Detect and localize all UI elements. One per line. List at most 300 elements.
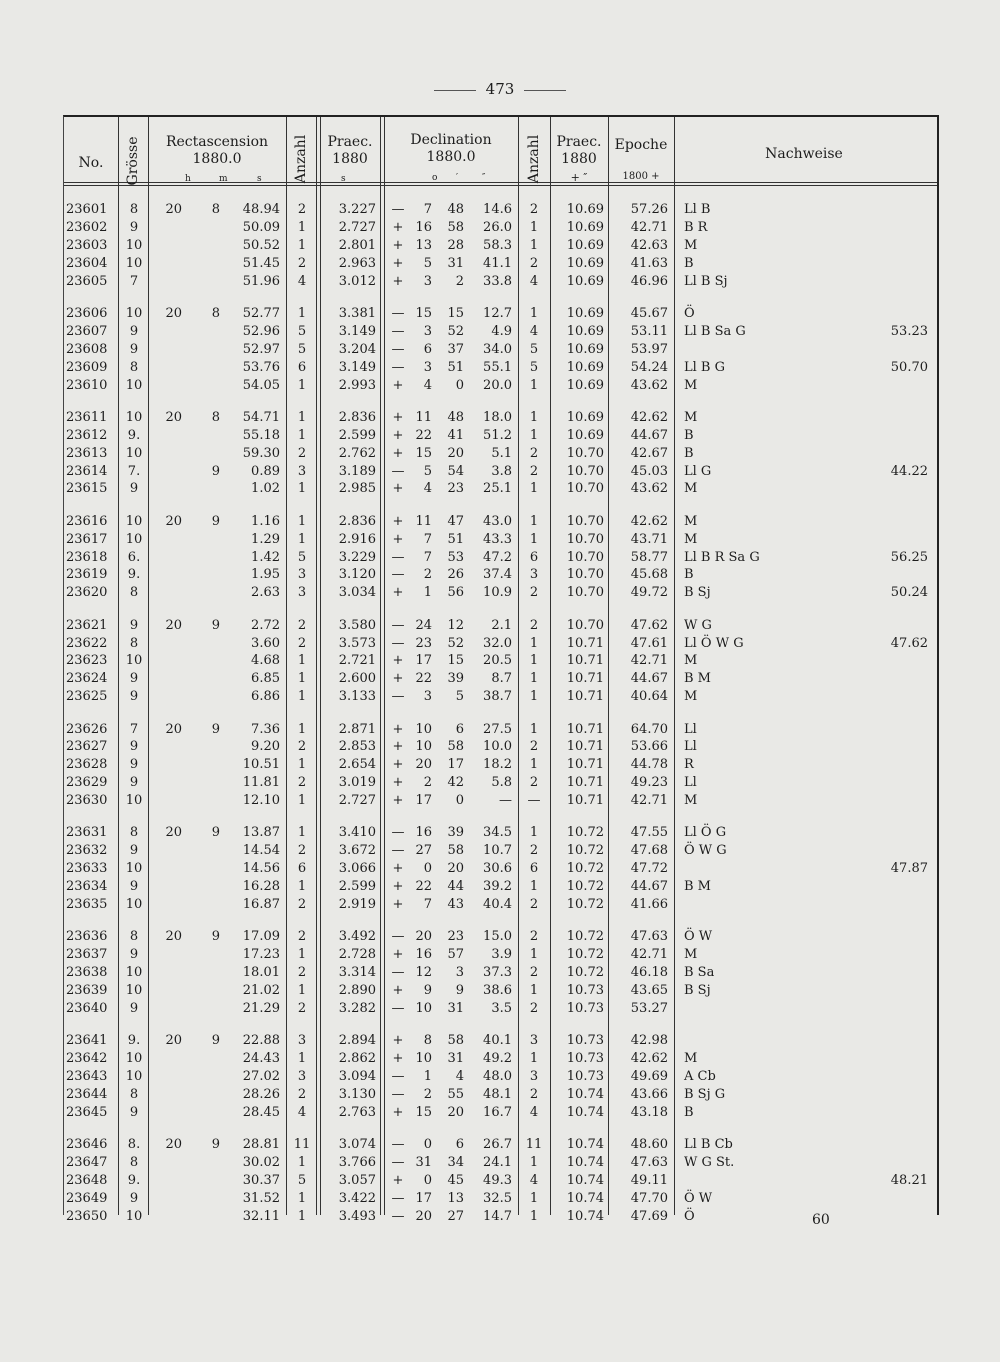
cell-sg: — — [391, 202, 405, 217]
cell-nw: Ö — [684, 1208, 695, 1224]
cell-gr: 10 — [125, 861, 143, 877]
cell-no: 23633 — [66, 861, 108, 877]
cell-no: 23609 — [66, 359, 108, 375]
cell-no: 23639 — [66, 983, 108, 998]
cell-h: 20 — [165, 1137, 182, 1153]
cell-gr: 9 — [129, 1190, 139, 1206]
col-divider — [518, 117, 519, 1215]
cell-no: 23647 — [66, 1155, 108, 1170]
cell-gr: 8 — [129, 359, 139, 375]
header-ra-unit-s: s — [257, 174, 262, 184]
header-praec-dec-year: 1880 — [561, 151, 597, 167]
cell-s: 3.60 — [251, 635, 280, 651]
cell-h: 20 — [165, 825, 182, 841]
cell-s: 7.36 — [251, 721, 280, 737]
cell-pra: 3.422 — [338, 1190, 376, 1206]
cell-s: 1.16 — [251, 513, 280, 529]
cell-n1: 1 — [297, 305, 307, 321]
cell-pra: 2.728 — [338, 947, 376, 963]
cell-ep: 47.63 — [630, 929, 668, 945]
cell-gr: 8. — [127, 1137, 141, 1153]
cell-no: 23607 — [66, 323, 108, 339]
cell-m: 9 — [211, 1137, 220, 1153]
cell-h: 20 — [165, 409, 182, 425]
cell-sg: + — [392, 255, 404, 271]
cell-dm: 27 — [447, 1208, 464, 1224]
cell-prd: 10.71 — [566, 671, 604, 687]
cell-nw: Ll B G — [684, 359, 725, 375]
cell-ds: 5.1 — [491, 445, 512, 461]
cell-ds: 51.2 — [483, 427, 512, 443]
cell-gr: 9 — [129, 323, 139, 339]
cell-nw: Ö — [684, 305, 695, 321]
cell-dm: 6 — [455, 721, 464, 737]
cell-dd: 12 — [415, 965, 432, 981]
cell-sg: + — [392, 237, 404, 253]
star-catalogue-table — [63, 115, 939, 1224]
cell-n1: 1 — [297, 513, 307, 529]
cell-nw: M — [684, 409, 698, 425]
cell-dm: 53 — [447, 549, 464, 565]
cell-prd: 10.69 — [566, 323, 604, 339]
cell-ep: 42.62 — [630, 1051, 668, 1067]
cell-sg: + — [392, 879, 404, 895]
cell-dm: 31 — [447, 1051, 464, 1067]
cell-s: 11.81 — [242, 775, 280, 791]
cell-sg: + — [392, 739, 404, 755]
cell-ep: 42.63 — [630, 237, 668, 253]
cell-nw: Ll Ö W G — [684, 635, 744, 651]
cell-n2: 2 — [529, 739, 539, 755]
cell-n1: 6 — [297, 359, 307, 375]
cell-dm: 15 — [447, 305, 464, 321]
cell-ds: 41.1 — [483, 255, 512, 271]
cell-ep: 43.66 — [630, 1086, 668, 1102]
cell-dd: 2 — [423, 1086, 432, 1102]
cell-pra: 3.074 — [338, 1137, 376, 1153]
cell-extra: 50.70 — [890, 359, 928, 375]
cell-pra: 2.894 — [338, 1033, 376, 1049]
cell-n1: 3 — [297, 567, 307, 583]
cell-n1: 11 — [293, 1137, 311, 1153]
cell-n1: 1 — [297, 825, 307, 841]
cell-pra: 2.599 — [338, 879, 376, 895]
cell-prd: 10.70 — [566, 463, 604, 479]
cell-s: 16.87 — [242, 897, 280, 912]
cell-dd: 16 — [415, 825, 432, 841]
cell-ep: 49.11 — [630, 1172, 668, 1188]
cell-ds: 40.4 — [483, 897, 512, 912]
cell-s: 48.94 — [242, 202, 280, 217]
cell-ds: 32.5 — [483, 1190, 512, 1206]
cell-gr: 10 — [125, 1069, 143, 1084]
cell-no: 23634 — [66, 879, 108, 895]
cell-sg: + — [392, 445, 404, 461]
cell-ds: 26.7 — [483, 1137, 512, 1153]
cell-gr: 8 — [129, 825, 139, 841]
cell-gr: 10 — [125, 409, 143, 425]
cell-n1: 4 — [297, 1104, 307, 1120]
signature-mark: 60 — [812, 1212, 830, 1228]
cell-dd: 3 — [423, 359, 432, 375]
cell-ds: 26.0 — [483, 219, 512, 235]
cell-ds: 43.3 — [483, 531, 512, 547]
cell-sg: — — [391, 323, 405, 339]
cell-n2: 2 — [529, 463, 539, 479]
cell-sg: + — [392, 513, 404, 529]
cell-nw: Ll Ö G — [684, 825, 727, 841]
cell-n2: 2 — [529, 202, 539, 217]
cell-ep: 53.11 — [630, 323, 668, 339]
cell-h: 20 — [165, 305, 182, 321]
cell-no: 23614 — [66, 463, 108, 479]
cell-gr: 9 — [129, 775, 139, 791]
cell-dd: 5 — [423, 463, 432, 479]
cell-ep: 40.64 — [630, 689, 668, 705]
cell-n1: 1 — [297, 531, 307, 547]
cell-sg: — — [391, 1155, 405, 1170]
cell-ds: 49.2 — [483, 1051, 512, 1067]
cell-dm: 45 — [447, 1172, 464, 1188]
cell-n1: 5 — [297, 1172, 307, 1188]
col-divider — [674, 117, 675, 1215]
cell-ep: 45.03 — [630, 463, 668, 479]
cell-dd: 16 — [415, 947, 432, 963]
cell-pra: 3.133 — [338, 689, 376, 705]
cell-pra: 3.282 — [338, 1000, 376, 1016]
cell-pra: 3.410 — [338, 825, 376, 841]
cell-ds: 2.1 — [491, 617, 512, 633]
cell-ds: 49.3 — [483, 1172, 512, 1188]
cell-n1: 1 — [297, 427, 307, 443]
cell-pra: 3.227 — [338, 202, 376, 217]
cell-n1: 3 — [297, 585, 307, 601]
cell-no: 23624 — [66, 671, 108, 687]
cell-prd: 10.69 — [566, 219, 604, 235]
cell-dm: 12 — [447, 617, 464, 633]
header-ra-unit-m: m — [219, 174, 228, 184]
cell-no: 23631 — [66, 825, 108, 841]
cell-gr: 9 — [129, 617, 139, 633]
cell-sg: — — [391, 1000, 405, 1016]
cell-no: 23618 — [66, 549, 108, 565]
cell-m: 9 — [211, 929, 220, 945]
page-number-rule-left — [434, 90, 476, 91]
cell-no: 23648 — [66, 1172, 108, 1188]
cell-sg: — — [391, 305, 405, 321]
cell-n2: 1 — [529, 219, 539, 235]
cell-s: 52.77 — [242, 305, 280, 321]
cell-n2: 1 — [529, 1190, 539, 1206]
cell-s: 50.52 — [242, 237, 280, 253]
col-divider — [148, 117, 149, 1215]
cell-n1: 1 — [297, 1208, 307, 1224]
cell-m: 9 — [211, 617, 220, 633]
cell-dd: 20 — [415, 929, 432, 945]
cell-dd: 13 — [415, 237, 432, 253]
cell-ds: 38.6 — [483, 983, 512, 998]
cell-dm: 20 — [447, 445, 464, 461]
cell-s: 21.02 — [242, 983, 280, 998]
cell-s: 51.96 — [242, 273, 280, 289]
cell-ds: 47.2 — [483, 549, 512, 565]
cell-pra: 3.057 — [338, 1172, 376, 1188]
cell-pra: 3.492 — [338, 929, 376, 945]
cell-prd: 10.74 — [566, 1155, 604, 1170]
cell-n2: 1 — [529, 653, 539, 669]
header-epoche: Epoche — [614, 137, 668, 153]
cell-dd: 4 — [423, 377, 432, 393]
cell-ep: 43.18 — [630, 1104, 668, 1120]
cell-ep: 47.55 — [630, 825, 668, 841]
cell-s: 21.29 — [242, 1000, 280, 1016]
cell-dd: 9 — [423, 983, 432, 998]
cell-gr: 10 — [125, 445, 143, 461]
cell-dd: 0 — [423, 1137, 432, 1153]
cell-n1: 1 — [297, 219, 307, 235]
cell-dm: 56 — [447, 585, 464, 601]
header-praec-ra-title: Praec. — [327, 134, 373, 150]
cell-gr: 9 — [129, 671, 139, 687]
cell-no: 23605 — [66, 273, 108, 289]
cell-nw: B — [684, 567, 694, 583]
cell-prd: 10.69 — [566, 237, 604, 253]
cell-pra: 3.493 — [338, 1208, 376, 1224]
cell-no: 23625 — [66, 689, 108, 705]
cell-prd: 10.72 — [566, 825, 604, 841]
cell-m: 9 — [211, 513, 220, 529]
cell-n1: 4 — [297, 273, 307, 289]
cell-ds: 16.7 — [483, 1104, 512, 1120]
cell-dd: 2 — [423, 775, 432, 791]
cell-dd: 6 — [423, 341, 432, 357]
cell-dd: 7 — [423, 531, 432, 547]
cell-pra: 3.766 — [338, 1155, 376, 1170]
cell-prd: 10.71 — [566, 689, 604, 705]
header-bottom-rule-double — [64, 185, 937, 186]
cell-prd: 10.69 — [566, 202, 604, 217]
cell-h: 20 — [165, 513, 182, 529]
cell-pra: 3.120 — [338, 567, 376, 583]
cell-ds: 34.5 — [483, 825, 512, 841]
cell-nw: M — [684, 237, 698, 253]
cell-sg: + — [392, 1104, 404, 1120]
cell-s: 17.09 — [242, 929, 280, 945]
cell-dd: 15 — [415, 1104, 432, 1120]
cell-ds: 38.7 — [483, 689, 512, 705]
cell-n2: 1 — [529, 1051, 539, 1067]
cell-nw: M — [684, 947, 698, 963]
cell-ds: 3.8 — [491, 463, 512, 479]
cell-dd: 7 — [423, 202, 432, 217]
cell-dm: 42 — [447, 775, 464, 791]
cell-gr: 7. — [127, 463, 141, 479]
cell-dm: 58 — [447, 1033, 464, 1049]
cell-dm: 55 — [447, 1086, 464, 1102]
cell-dm: 5 — [455, 689, 464, 705]
cell-ds: 39.2 — [483, 879, 512, 895]
cell-m: 9 — [211, 721, 220, 737]
cell-s: 1.42 — [251, 549, 280, 565]
cell-n1: 2 — [297, 617, 307, 633]
cell-n2: 4 — [529, 1104, 539, 1120]
header-dec-unit-min: ′ — [456, 173, 459, 183]
cell-pra: 2.963 — [338, 255, 376, 271]
cell-ep: 42.71 — [630, 947, 668, 963]
header-epoche-sub: 1800 + — [622, 171, 660, 182]
cell-ep: 44.67 — [630, 671, 668, 687]
cell-no: 23636 — [66, 929, 108, 945]
cell-n2: 2 — [529, 843, 539, 859]
cell-ds: 18.2 — [483, 757, 512, 773]
cell-dm: 58 — [447, 843, 464, 859]
cell-s: 28.81 — [242, 1137, 280, 1153]
cell-s: 52.96 — [242, 323, 280, 339]
cell-nw: Ll B R Sa G — [684, 549, 760, 565]
cell-dm: 6 — [455, 1137, 464, 1153]
cell-ep: 43.62 — [630, 377, 668, 393]
cell-s: 28.26 — [242, 1086, 280, 1102]
cell-n2: 1 — [529, 1155, 539, 1170]
cell-n1: 2 — [297, 965, 307, 981]
cell-s: 27.02 — [242, 1069, 280, 1084]
cell-pra: 2.916 — [338, 531, 376, 547]
cell-no: 23608 — [66, 341, 108, 357]
cell-dm: 37 — [447, 341, 464, 357]
cell-no: 23637 — [66, 947, 108, 963]
cell-sg: + — [392, 219, 404, 235]
cell-dm: 15 — [447, 653, 464, 669]
cell-pra: 3.149 — [338, 359, 376, 375]
cell-n2: 2 — [529, 617, 539, 633]
cell-s: 0.89 — [251, 463, 280, 479]
cell-ep: 53.66 — [630, 739, 668, 755]
cell-ep: 45.68 — [630, 567, 668, 583]
header-ra-unit-h: h — [185, 174, 191, 184]
cell-s: 28.45 — [242, 1104, 280, 1120]
cell-n1: 5 — [297, 323, 307, 339]
cell-n2: 1 — [529, 947, 539, 963]
cell-dm: 51 — [447, 531, 464, 547]
cell-gr: 9. — [127, 427, 141, 443]
cell-s: 30.02 — [242, 1155, 280, 1170]
cell-pra: 2.862 — [338, 1051, 376, 1067]
cell-sg: + — [392, 1033, 404, 1049]
cell-prd: 10.70 — [566, 585, 604, 601]
cell-sg: + — [392, 983, 404, 998]
cell-dd: 23 — [415, 635, 432, 651]
cell-prd: 10.71 — [566, 775, 604, 791]
cell-pra: 2.890 — [338, 983, 376, 998]
header-praec-ra-year: 1880 — [332, 151, 368, 167]
cell-n1: 2 — [297, 739, 307, 755]
cell-no: 23619 — [66, 567, 108, 583]
cell-ds: — — [499, 793, 512, 809]
cell-s: 10.51 — [242, 757, 280, 773]
cell-dd: 8 — [423, 1033, 432, 1049]
cell-prd: 10.72 — [566, 843, 604, 859]
cell-no: 23603 — [66, 237, 108, 253]
cell-ds: 32.0 — [483, 635, 512, 651]
cell-s: 6.85 — [251, 671, 280, 687]
cell-nw: M — [684, 513, 698, 529]
cell-nw: Ö W — [684, 929, 713, 945]
cell-prd: 10.71 — [566, 757, 604, 773]
cell-dd: 7 — [423, 897, 432, 912]
cell-no: 23627 — [66, 739, 108, 755]
cell-extra: 50.24 — [890, 585, 928, 601]
header-anzahl-2: Anzahl — [526, 134, 542, 184]
cell-dd: 17 — [415, 793, 432, 809]
cell-nw: Ll — [684, 775, 697, 791]
cell-prd: 10.70 — [566, 481, 604, 497]
cell-n2: 1 — [529, 721, 539, 737]
cell-gr: 10 — [125, 377, 143, 393]
cell-n2: 2 — [529, 929, 539, 945]
col-divider — [118, 117, 119, 1215]
cell-pra: 2.993 — [338, 377, 376, 393]
cell-no: 23626 — [66, 721, 108, 737]
cell-dm: 23 — [447, 481, 464, 497]
cell-n1: 2 — [297, 929, 307, 945]
cell-n1: 1 — [297, 721, 307, 737]
cell-sg: — — [391, 825, 405, 841]
cell-dd: 1 — [423, 585, 432, 601]
cell-prd: 10.71 — [566, 739, 604, 755]
cell-pra: 2.763 — [338, 1104, 376, 1120]
cell-ep: 41.63 — [630, 255, 668, 271]
cell-dm: 43 — [447, 897, 464, 912]
cell-n1: 3 — [297, 1033, 307, 1049]
cell-s: 12.10 — [242, 793, 280, 809]
cell-no: 23621 — [66, 617, 108, 633]
cell-no: 23615 — [66, 481, 108, 497]
cell-ep: 47.68 — [630, 843, 668, 859]
cell-sg: + — [392, 775, 404, 791]
cell-s: 1.29 — [251, 531, 280, 547]
cell-gr: 7 — [129, 721, 139, 737]
cell-ds: 48.1 — [483, 1086, 512, 1102]
cell-ds: 12.7 — [483, 305, 512, 321]
cell-pra: 3.034 — [338, 585, 376, 601]
cell-pra: 2.919 — [338, 897, 376, 912]
cell-gr: 9 — [129, 341, 139, 357]
cell-prd: 10.69 — [566, 359, 604, 375]
cell-n2: 5 — [529, 359, 539, 375]
cell-ep: 42.71 — [630, 653, 668, 669]
header-dec-unit-deg: o — [432, 173, 438, 183]
cell-gr: 10 — [125, 983, 143, 998]
cell-s: 18.01 — [242, 965, 280, 981]
cell-sg: — — [391, 617, 405, 633]
cell-pra: 2.985 — [338, 481, 376, 497]
cell-sg: + — [392, 721, 404, 737]
cell-prd: 10.74 — [566, 1104, 604, 1120]
cell-n2: 4 — [529, 1172, 539, 1188]
cell-n2: 4 — [529, 323, 539, 339]
cell-pra: 2.801 — [338, 237, 376, 253]
cell-dm: 4 — [455, 1069, 464, 1084]
cell-dm: 47 — [447, 513, 464, 529]
cell-n1: 2 — [297, 897, 307, 912]
cell-sg: + — [392, 757, 404, 773]
cell-gr: 8 — [129, 202, 139, 217]
cell-h: 20 — [165, 929, 182, 945]
cell-no: 23613 — [66, 445, 108, 461]
cell-nw: B Sj — [684, 585, 711, 601]
cell-m: 8 — [211, 305, 220, 321]
cell-dm: 31 — [447, 1000, 464, 1016]
